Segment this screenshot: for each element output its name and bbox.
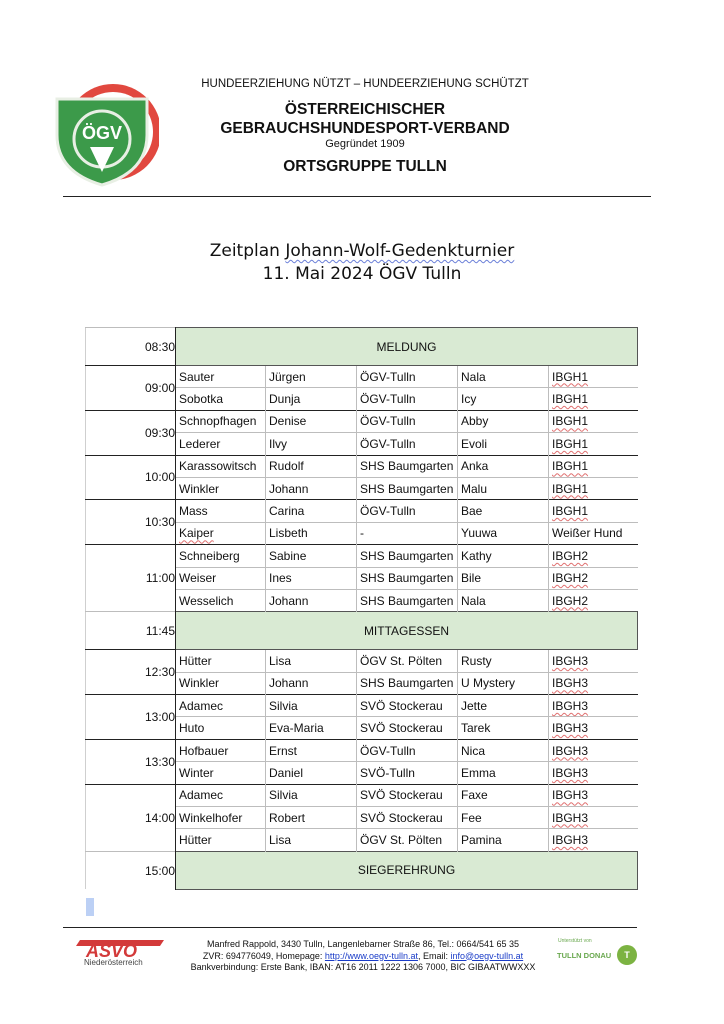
cell-text: IBGH3 bbox=[552, 698, 589, 713]
footer-line-3: Bankverbindung: Erste Bank, IBAN: AT16 2011 1222 1306 7000, BIC GIBAATWWXXX bbox=[190, 962, 536, 972]
cell-text: Ernst bbox=[269, 743, 298, 758]
last-name-cell bbox=[176, 784, 266, 806]
cell-text: SHS Baumgarten bbox=[360, 459, 454, 474]
cell-text: SHS Baumgarten bbox=[360, 676, 454, 691]
cell-text: Pamina bbox=[461, 833, 502, 848]
cell-text: Eva-Maria bbox=[269, 721, 324, 736]
dog-cell bbox=[458, 500, 549, 522]
banner-label: MELDUNG bbox=[176, 328, 638, 366]
cell-text: Bile bbox=[461, 571, 482, 586]
cell-text: ÖGV-Tulln bbox=[360, 414, 416, 429]
cell-text: SVÖ Stockerau bbox=[360, 810, 443, 825]
class-cell bbox=[549, 650, 638, 672]
sponsor-caption: Unterstützt von bbox=[558, 938, 592, 944]
cell-text: IBGH1 bbox=[552, 369, 589, 384]
class-cell bbox=[549, 739, 638, 761]
club-cell bbox=[357, 455, 458, 477]
last-name-cell bbox=[176, 695, 266, 717]
org-line-1: ÖSTERREICHISCHER bbox=[284, 101, 446, 118]
banner-row-meldung bbox=[86, 328, 638, 366]
class-cell bbox=[549, 589, 638, 611]
cell-text: Lisbeth bbox=[269, 526, 308, 541]
cell-text: Hütter bbox=[179, 833, 212, 848]
dog-cell bbox=[458, 695, 549, 717]
club-cell bbox=[357, 589, 458, 611]
last-name-cell bbox=[176, 433, 266, 455]
first-name-cell bbox=[266, 388, 357, 410]
time-cell: 12:30 bbox=[86, 650, 176, 695]
time-cell: 11:00 bbox=[86, 545, 176, 612]
footer-divider bbox=[63, 927, 637, 928]
ogv-emblem-icon bbox=[55, 77, 159, 187]
cell-text: Adamec bbox=[179, 788, 224, 803]
first-name-cell bbox=[266, 410, 357, 432]
first-name-cell bbox=[266, 433, 357, 455]
cell-text: Johann bbox=[269, 481, 309, 496]
last-name-cell bbox=[176, 388, 266, 410]
cell-text: Weißer Hund bbox=[552, 526, 623, 541]
cell-text: ÖGV-Tulln bbox=[360, 743, 416, 758]
table-row bbox=[86, 500, 638, 522]
cell-text: Winkelhofer bbox=[179, 810, 243, 825]
last-name-cell bbox=[176, 545, 266, 567]
cell-text: Silvia bbox=[269, 698, 298, 713]
cell-text: Lederer bbox=[179, 436, 221, 451]
table-row bbox=[86, 410, 638, 432]
cell-text: - bbox=[360, 526, 364, 541]
cell-text: SHS Baumgarten bbox=[360, 593, 454, 608]
first-name-cell bbox=[266, 545, 357, 567]
email-link[interactable]: info@oegv-tulln.at bbox=[450, 950, 524, 961]
cell-text: Denise bbox=[269, 414, 307, 429]
cell-text: Malu bbox=[461, 481, 488, 496]
table-row bbox=[86, 695, 638, 717]
banner-label: MITTAGESSEN bbox=[176, 612, 638, 650]
first-name-cell bbox=[266, 762, 357, 784]
club-cell bbox=[357, 717, 458, 739]
first-name-cell bbox=[266, 807, 357, 829]
cell-text: Emma bbox=[461, 765, 496, 780]
title-prefix: Zeitplan bbox=[209, 241, 286, 261]
cell-text: IBGH3 bbox=[552, 653, 589, 668]
asvo-subtitle: Niederösterreich bbox=[84, 958, 143, 967]
last-name-cell bbox=[176, 717, 266, 739]
cell-text: Silvia bbox=[269, 788, 298, 803]
cell-text: Winkler bbox=[179, 481, 220, 496]
cell-text: SHS Baumgarten bbox=[360, 571, 454, 586]
club-cell bbox=[357, 807, 458, 829]
class-cell bbox=[549, 455, 638, 477]
banner-row-sieger bbox=[86, 851, 638, 889]
first-name-cell bbox=[266, 522, 357, 544]
table-row bbox=[86, 650, 638, 672]
dog-cell bbox=[458, 545, 549, 567]
club-cell bbox=[357, 545, 458, 567]
cell-text: IBGH3 bbox=[552, 721, 589, 736]
time-cell: 10:00 bbox=[86, 455, 176, 500]
table-row bbox=[86, 739, 638, 761]
cell-text: Huto bbox=[179, 721, 205, 736]
club-cell bbox=[357, 784, 458, 806]
cell-text: Adamec bbox=[179, 698, 224, 713]
cell-text: Faxe bbox=[461, 788, 488, 803]
last-name-cell bbox=[176, 739, 266, 761]
class-cell bbox=[549, 762, 638, 784]
cell-text: IBGH3 bbox=[552, 833, 589, 848]
time-cell: 10:30 bbox=[86, 500, 176, 545]
cell-text: ÖGV-Tulln bbox=[360, 392, 416, 407]
cell-text: ÖGV-Tulln bbox=[360, 369, 416, 384]
first-name-cell bbox=[266, 366, 357, 388]
footer-line-1: Manfred Rappold, 3430 Tulln, Langenlebarner Straße 86, Tel.: 0664/541 65 35 bbox=[206, 939, 520, 949]
cell-text: ÖGV St. Pölten bbox=[360, 653, 443, 668]
cell-text: Rudolf bbox=[269, 459, 304, 474]
cell-text: Karassowitsch bbox=[179, 459, 257, 474]
cell-text: Nica bbox=[461, 743, 486, 758]
time-cell: 14:00 bbox=[86, 784, 176, 851]
cell-text: Ines bbox=[269, 571, 292, 586]
cell-text: Jürgen bbox=[269, 369, 306, 384]
club-cell bbox=[357, 477, 458, 499]
club-cell bbox=[357, 695, 458, 717]
class-cell bbox=[549, 567, 638, 589]
first-name-cell bbox=[266, 672, 357, 694]
dog-cell bbox=[458, 410, 549, 432]
class-cell bbox=[549, 717, 638, 739]
cell-text: Anka bbox=[461, 459, 489, 474]
cell-text: Nala bbox=[461, 369, 486, 384]
time-cell: 13:00 bbox=[86, 695, 176, 740]
footer-line-2: ZVR: 694776049, Homepage: http://www.oegv-tulln.at, Email: info@oegv-tulln.at bbox=[202, 950, 524, 961]
cell-text: Mass bbox=[179, 504, 208, 519]
club-cell bbox=[357, 366, 458, 388]
club-cell bbox=[357, 410, 458, 432]
cell-text: Abby bbox=[461, 414, 489, 429]
dog-cell bbox=[458, 455, 549, 477]
cell-text: Weiser bbox=[179, 571, 217, 586]
cell-text: ÖGV St. Pölten bbox=[360, 833, 443, 848]
cell-text: Lisa bbox=[269, 833, 292, 848]
class-cell bbox=[549, 545, 638, 567]
cell-text: IBGH3 bbox=[552, 765, 589, 780]
club-cell bbox=[357, 567, 458, 589]
club-cell bbox=[357, 672, 458, 694]
time-cell: 13:30 bbox=[86, 739, 176, 784]
last-name-cell bbox=[176, 522, 266, 544]
first-name-cell bbox=[266, 784, 357, 806]
cell-text: IBGH1 bbox=[552, 436, 589, 451]
sponsor-badge-icon: T bbox=[617, 945, 637, 965]
class-cell bbox=[549, 807, 638, 829]
club-cell bbox=[357, 433, 458, 455]
class-cell bbox=[549, 433, 638, 455]
dog-cell bbox=[458, 717, 549, 739]
last-name-cell bbox=[176, 366, 266, 388]
cell-text: Tarek bbox=[461, 721, 491, 736]
first-name-cell bbox=[266, 500, 357, 522]
cell-text: U Mystery bbox=[461, 676, 515, 691]
cell-text: ÖGV-Tulln bbox=[360, 436, 416, 451]
cell-text: Robert bbox=[269, 810, 306, 825]
first-name-cell bbox=[266, 567, 357, 589]
cell-text: IBGH2 bbox=[552, 548, 589, 563]
time-cell: 09:00 bbox=[86, 366, 176, 411]
org-line-2: GEBRAUCHSHUNDESPORT-VERBAND bbox=[220, 120, 510, 137]
cell-text: IBGH1 bbox=[552, 481, 589, 496]
header-divider bbox=[63, 196, 651, 197]
cell-text: Sobotka bbox=[179, 392, 224, 407]
club-cell bbox=[357, 762, 458, 784]
first-name-cell bbox=[266, 477, 357, 499]
banner-row-mittag bbox=[86, 612, 638, 650]
cell-text: Evoli bbox=[461, 436, 488, 451]
cell-text: Fee bbox=[461, 810, 482, 825]
cell-text: IBGH2 bbox=[552, 571, 589, 586]
club-cell bbox=[357, 739, 458, 761]
dog-cell bbox=[458, 762, 549, 784]
class-cell bbox=[549, 410, 638, 432]
cell-text: Daniel bbox=[269, 765, 304, 780]
last-name-cell bbox=[176, 477, 266, 499]
class-cell bbox=[549, 500, 638, 522]
group-name: ORTSGRUPPE TULLN bbox=[283, 158, 447, 175]
logo-text: ÖGV bbox=[81, 123, 123, 143]
first-name-cell bbox=[266, 650, 357, 672]
class-cell bbox=[549, 695, 638, 717]
cell-text: SVÖ-Tulln bbox=[360, 765, 415, 780]
title-event: Johann-Wolf-Gedenkturnier bbox=[285, 241, 515, 261]
cell-text: Lisa bbox=[269, 653, 292, 668]
cell-text: Hofbauer bbox=[179, 743, 229, 758]
cell-text: SVÖ Stockerau bbox=[360, 721, 443, 736]
asvo-text: ASVÖ bbox=[86, 941, 138, 961]
last-name-cell bbox=[176, 650, 266, 672]
dog-cell bbox=[458, 784, 549, 806]
table-row bbox=[86, 455, 638, 477]
cell-text: IBGH3 bbox=[552, 676, 589, 691]
dog-cell bbox=[458, 477, 549, 499]
cell-text: Kathy bbox=[461, 548, 492, 563]
cell-text: Kaiper bbox=[179, 526, 214, 541]
time-cell: 09:30 bbox=[86, 410, 176, 455]
first-name-cell bbox=[266, 455, 357, 477]
club-cell bbox=[357, 388, 458, 410]
last-name-cell bbox=[176, 410, 266, 432]
dog-cell bbox=[458, 433, 549, 455]
class-cell bbox=[549, 388, 638, 410]
last-name-cell bbox=[176, 567, 266, 589]
cell-text: Winter bbox=[179, 765, 214, 780]
cell-text: Jette bbox=[461, 698, 488, 713]
last-name-cell bbox=[176, 455, 266, 477]
cell-text: Johann bbox=[269, 593, 309, 608]
text-cursor bbox=[86, 898, 94, 916]
cell-text: Rusty bbox=[461, 653, 492, 668]
cell-text: IBGH1 bbox=[552, 504, 589, 519]
dog-cell bbox=[458, 672, 549, 694]
cell-text: Ilvy bbox=[269, 436, 287, 451]
first-name-cell bbox=[266, 717, 357, 739]
cell-text: SHS Baumgarten bbox=[360, 548, 454, 563]
last-name-cell bbox=[176, 672, 266, 694]
cell-text: Dunja bbox=[269, 392, 301, 407]
page-title bbox=[0, 241, 724, 261]
class-cell bbox=[549, 477, 638, 499]
cell-text: IBGH3 bbox=[552, 788, 589, 803]
class-cell bbox=[549, 366, 638, 388]
cell-text: IBGH1 bbox=[552, 459, 589, 474]
cell-text: Hütter bbox=[179, 653, 212, 668]
first-name-cell bbox=[266, 829, 357, 851]
cell-text: Schnopfhagen bbox=[179, 414, 257, 429]
cell-text: Schneiberg bbox=[179, 548, 240, 563]
last-name-cell bbox=[176, 807, 266, 829]
class-cell bbox=[549, 522, 638, 544]
cell-text: SVÖ Stockerau bbox=[360, 698, 443, 713]
cell-text: Sauter bbox=[179, 369, 215, 384]
founded: Gegründet 1909 bbox=[325, 138, 405, 150]
club-cell bbox=[357, 650, 458, 672]
dog-cell bbox=[458, 567, 549, 589]
table-row bbox=[86, 784, 638, 806]
cell-text: IBGH2 bbox=[552, 593, 589, 608]
class-cell bbox=[549, 672, 638, 694]
cell-text: ÖGV-Tulln bbox=[360, 504, 416, 519]
dog-cell bbox=[458, 807, 549, 829]
dog-cell bbox=[458, 589, 549, 611]
cell-text: Yuuwa bbox=[461, 526, 498, 541]
cell-text: Wesselich bbox=[179, 593, 234, 608]
last-name-cell bbox=[176, 589, 266, 611]
banner-label: SIEGEREHRUNG bbox=[176, 851, 638, 889]
tagline: HUNDEERZIEHUNG NÜTZT – HUNDEERZIEHUNG SCHÜTZT bbox=[201, 78, 529, 90]
table-row bbox=[86, 545, 638, 567]
cell-text: Johann bbox=[269, 676, 309, 691]
class-cell bbox=[549, 829, 638, 851]
cell-text: IBGH1 bbox=[552, 414, 589, 429]
class-cell bbox=[549, 784, 638, 806]
first-name-cell bbox=[266, 695, 357, 717]
sponsor-logo: TULLN DONAU bbox=[557, 951, 612, 960]
cell-text: SVÖ Stockerau bbox=[360, 788, 443, 803]
dog-cell bbox=[458, 739, 549, 761]
cell-text: Sabine bbox=[269, 548, 307, 563]
cell-text: Carina bbox=[269, 504, 305, 519]
first-name-cell bbox=[266, 589, 357, 611]
dog-cell bbox=[458, 829, 549, 851]
dog-cell bbox=[458, 650, 549, 672]
cell-text: IBGH3 bbox=[552, 810, 589, 825]
cell-text: Nala bbox=[461, 593, 486, 608]
dog-cell bbox=[458, 522, 549, 544]
dog-cell bbox=[458, 366, 549, 388]
club-cell bbox=[357, 522, 458, 544]
page-subtitle: 11. Mai 2024 ÖGV Tulln bbox=[262, 264, 462, 284]
club-cell bbox=[357, 829, 458, 851]
table-row bbox=[86, 366, 638, 388]
last-name-cell bbox=[176, 762, 266, 784]
cell-text: IBGH3 bbox=[552, 743, 589, 758]
time-cell: 15:00 bbox=[86, 851, 176, 889]
cell-text: SHS Baumgarten bbox=[360, 481, 454, 496]
cell-text: Winkler bbox=[179, 676, 220, 691]
cell-text: IBGH1 bbox=[552, 392, 589, 407]
schedule-table bbox=[85, 327, 638, 890]
org-name bbox=[160, 100, 570, 138]
cell-text: Icy bbox=[461, 392, 477, 407]
cell-text: Bae bbox=[461, 504, 483, 519]
homepage-link[interactable]: http://www.oegv-tulln.at bbox=[324, 950, 418, 961]
dog-cell bbox=[458, 388, 549, 410]
time-cell: 11:45 bbox=[86, 612, 176, 650]
club-cell bbox=[357, 500, 458, 522]
time-cell: 08:30 bbox=[86, 328, 176, 366]
last-name-cell bbox=[176, 829, 266, 851]
first-name-cell bbox=[266, 739, 357, 761]
last-name-cell bbox=[176, 500, 266, 522]
footer-contact bbox=[168, 939, 558, 974]
